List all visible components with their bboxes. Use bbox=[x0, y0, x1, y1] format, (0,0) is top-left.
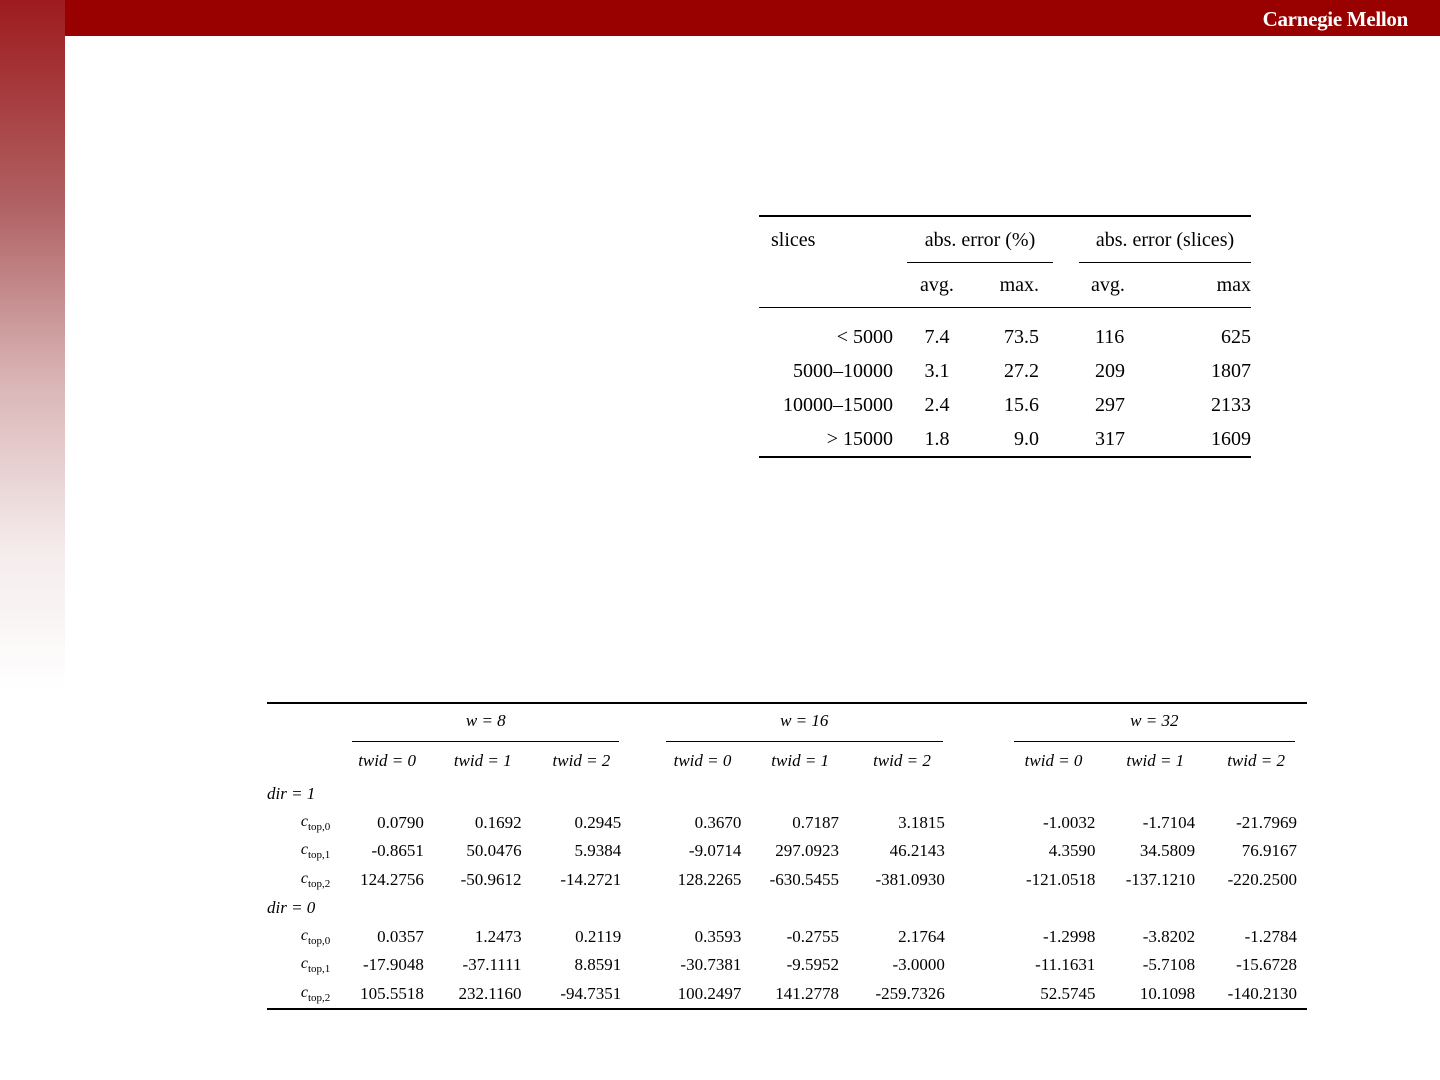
cell: 9.0 bbox=[967, 422, 1053, 457]
cell: -1.7104 bbox=[1142, 812, 1196, 832]
twid-header: twid = 0 bbox=[358, 751, 416, 770]
cell: 0.3670 bbox=[694, 812, 742, 832]
cell: -137.1210 bbox=[1125, 869, 1196, 889]
group-header bbox=[1002, 703, 1307, 742]
cell-slices: 10000–15000 bbox=[783, 393, 893, 416]
cell: 0.7187 bbox=[792, 812, 840, 832]
section-row bbox=[267, 894, 1307, 923]
cell: -11.1631 bbox=[1035, 955, 1096, 975]
cell: 0.0357 bbox=[377, 926, 424, 946]
cell: 15.6 bbox=[1004, 393, 1039, 416]
cell: -5.7108 bbox=[1142, 955, 1196, 975]
cell: 0.3593 bbox=[694, 926, 742, 946]
table-row bbox=[267, 866, 1307, 895]
table-row bbox=[267, 809, 1307, 838]
sub-header: avg. bbox=[1079, 263, 1143, 308]
cell: 1.8 bbox=[907, 422, 967, 457]
cell: 5.9384 bbox=[574, 841, 622, 861]
cell: -94.7351 bbox=[532, 980, 632, 1010]
cell: -15.6728 bbox=[1236, 955, 1297, 975]
spacer bbox=[955, 809, 1002, 838]
spacer bbox=[955, 742, 1002, 780]
error-table bbox=[759, 215, 1251, 458]
table-row bbox=[267, 837, 1307, 866]
col-header-slices: slices bbox=[759, 216, 893, 263]
spacer bbox=[955, 866, 1002, 895]
cell-slices: < 5000 bbox=[836, 325, 893, 348]
cell-slices: > 15000 bbox=[759, 422, 893, 457]
cell: 34.5809 bbox=[1139, 841, 1196, 861]
cell: -0.2755 bbox=[786, 926, 840, 946]
spacer bbox=[955, 951, 1002, 980]
table-row bbox=[759, 388, 1251, 422]
twid-header: twid = 2 bbox=[552, 751, 611, 770]
twid-header: twid = 1 bbox=[771, 751, 830, 770]
sub-header: avg. bbox=[907, 263, 967, 308]
cell: 1609 bbox=[1143, 422, 1251, 457]
table-row bbox=[759, 320, 1251, 354]
cell: 141.2778 bbox=[751, 980, 849, 1010]
cell: 1.2473 bbox=[474, 926, 522, 946]
cell: -140.2130 bbox=[1205, 980, 1307, 1010]
cell: 27.2 bbox=[1004, 359, 1039, 382]
spacer bbox=[631, 923, 653, 952]
cell: 7.4 bbox=[924, 325, 950, 348]
cell: -30.7381 bbox=[680, 955, 742, 975]
twid-header: twid = 2 bbox=[873, 751, 931, 770]
cell: 0.2119 bbox=[575, 926, 622, 946]
spacer bbox=[631, 837, 653, 866]
section-label: dir = 1 bbox=[267, 784, 316, 804]
cell: 100.2497 bbox=[654, 980, 752, 1010]
cell: 116 bbox=[1095, 325, 1125, 348]
spacer bbox=[267, 703, 340, 742]
cell: 0.0790 bbox=[377, 812, 424, 832]
cell: 297 bbox=[1095, 393, 1125, 416]
cell: -9.0714 bbox=[688, 841, 742, 861]
table-row bbox=[759, 354, 1251, 388]
cell: -37.1111 bbox=[462, 955, 522, 975]
cell: 317 bbox=[1079, 422, 1143, 457]
header-bar bbox=[0, 0, 1440, 36]
cell: 128.2265 bbox=[677, 869, 742, 889]
cell: 46.2143 bbox=[889, 841, 945, 861]
spacer bbox=[955, 837, 1002, 866]
cell: 232.1160 bbox=[434, 980, 532, 1010]
spacer bbox=[267, 742, 340, 780]
sub-header: max bbox=[1143, 263, 1251, 308]
spacer bbox=[631, 742, 653, 780]
table-row bbox=[267, 951, 1307, 980]
cell: 105.5518 bbox=[340, 980, 434, 1010]
group-header-slices: abs. error (slices) bbox=[1079, 229, 1251, 263]
table-row bbox=[759, 422, 1251, 457]
spacer bbox=[955, 703, 1002, 742]
cell: -0.8651 bbox=[371, 841, 424, 861]
cell: 0.1692 bbox=[474, 812, 522, 832]
twid-header: twid = 0 bbox=[673, 751, 732, 770]
cell: 3.1 bbox=[924, 359, 950, 382]
cell: 50.0476 bbox=[466, 841, 522, 861]
cell: 3.1815 bbox=[898, 812, 945, 832]
cell: -259.7326 bbox=[849, 980, 955, 1010]
sidebar-gradient bbox=[0, 0, 65, 690]
cell: 52.5745 bbox=[1002, 980, 1106, 1010]
cell: 297.0923 bbox=[775, 841, 840, 861]
section-row bbox=[267, 780, 1307, 809]
twid-header: twid = 1 bbox=[1126, 751, 1185, 770]
spacer bbox=[631, 980, 653, 1010]
spacer bbox=[955, 980, 1002, 1010]
sub-header: max. bbox=[967, 263, 1053, 308]
coef-label: $c_{top,1}$ bbox=[300, 955, 331, 976]
section-label: dir = 0 bbox=[267, 898, 316, 918]
cell: -630.5455 bbox=[769, 869, 840, 889]
spacer bbox=[631, 866, 653, 895]
twid-header: twid = 2 bbox=[1227, 751, 1285, 770]
spacer bbox=[955, 923, 1002, 952]
cell: -1.0032 bbox=[1043, 812, 1096, 832]
table-row bbox=[267, 980, 1307, 1010]
cell: 4.3590 bbox=[1048, 841, 1096, 861]
cell: -381.0930 bbox=[875, 869, 945, 889]
cell: -121.0518 bbox=[1026, 869, 1096, 889]
cell: 0.2945 bbox=[574, 812, 622, 832]
twid-header: twid = 0 bbox=[1024, 751, 1083, 770]
group-header-pct: abs. error (%) bbox=[907, 229, 1053, 263]
cell: -50.9612 bbox=[460, 869, 522, 889]
cell: -9.5952 bbox=[786, 955, 840, 975]
cell: -220.2500 bbox=[1227, 869, 1297, 889]
cell: 1807 bbox=[1211, 359, 1251, 382]
cell-slices: 5000–10000 bbox=[793, 359, 893, 382]
coefficient-table bbox=[267, 702, 1307, 1010]
cell: -3.0000 bbox=[892, 955, 945, 975]
coef-label: $c_{top,2}$ bbox=[300, 869, 331, 890]
coef-label: $c_{top,2}$ bbox=[267, 980, 340, 1010]
coef-label: $c_{top,1}$ bbox=[300, 841, 331, 862]
cell: 625 bbox=[1221, 325, 1251, 348]
spacer bbox=[631, 703, 653, 742]
cell: -1.2784 bbox=[1244, 926, 1297, 946]
cell: -21.7969 bbox=[1236, 812, 1297, 832]
cell: 8.8591 bbox=[574, 955, 622, 975]
twid-header: twid = 1 bbox=[453, 751, 512, 770]
group-label: w = 32 bbox=[1014, 711, 1295, 742]
cell: 73.5 bbox=[1004, 325, 1039, 348]
cell: 2.4 bbox=[924, 393, 950, 416]
cell: 10.1098 bbox=[1105, 980, 1205, 1010]
cell: -14.2721 bbox=[560, 869, 622, 889]
cell: -1.2998 bbox=[1043, 926, 1096, 946]
cell: 124.2756 bbox=[360, 869, 424, 889]
brand-logo: Carnegie Mellon bbox=[1262, 7, 1408, 31]
spacer bbox=[631, 951, 653, 980]
cell: 209 bbox=[1095, 359, 1125, 382]
cell: -3.8202 bbox=[1142, 926, 1196, 946]
group-label: w = 16 bbox=[666, 711, 943, 742]
group-header bbox=[340, 703, 631, 742]
cell: 76.9167 bbox=[1241, 841, 1297, 861]
table-row bbox=[267, 923, 1307, 952]
group-label: w = 8 bbox=[352, 711, 619, 742]
coef-label: $c_{top,0}$ bbox=[300, 812, 331, 833]
cell: 2133 bbox=[1211, 393, 1251, 416]
coef-label: $c_{top,0}$ bbox=[300, 926, 331, 947]
cell: 2.1764 bbox=[898, 926, 945, 946]
cell: -17.9048 bbox=[362, 955, 424, 975]
spacer bbox=[631, 809, 653, 838]
group-header bbox=[654, 703, 955, 742]
